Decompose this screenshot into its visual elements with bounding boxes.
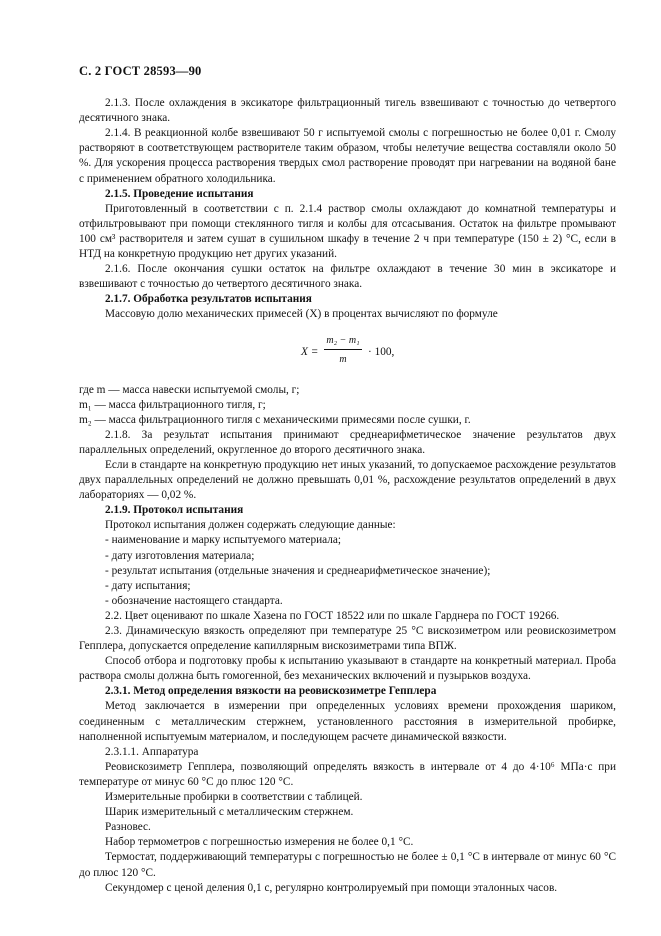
heading-2-3-1: 2.3.1. Метод определения вязкости на реовискозиметре Гепплера xyxy=(105,685,437,698)
clause-2-3-1-text: Метод заключается в измерении при определенных условиях времени прохождения шариком, соединенным с металлическим стержнем, установленного расстояния в измерительной пробирке, наполненной испытуемым материалом, и последующем расчете динамической вязкости. xyxy=(79,700,616,743)
definition-m2: m₂ — масса фильтрационного тигля с механическими примесями после сушки, г. xyxy=(79,413,471,426)
apparatus-item: Термостат, поддерживающий температуры с погрешностью не более ± 0,1 °С в интервале от минус 60 °С до плюс 120 °С. xyxy=(79,851,616,879)
apparatus-item: Разновес. xyxy=(105,821,151,834)
clause-2-1-5-text: Приготовленный в соответствии с п. 2.1.4 раствор смолы охлаждают до комнатной температуры и отфильтровывают при помощи стеклянного тигля и колбы для отсасывания. Остаток на фильтре промывают 100 см³ растворителя и затем сушат в сушильном шкафу в течение 2 ч при температуре (150 ± 2) °С, если в НТД на конкретную продукцию нет других указаний. xyxy=(79,202,616,261)
apparatus-item: Секундомер с ценой деления 0,1 с, регулярно контролируемый при помощи эталонных часов. xyxy=(105,881,558,894)
list-item: - дату испытания; xyxy=(105,579,191,592)
clause-2-2: 2.2. Цвет оценивают по шкале Хазена по ГОСТ 18522 или по шкале Гарднера по ГОСТ 19266. xyxy=(105,609,560,622)
apparatus-item: Измерительные пробирки в соответствии с таблицей. xyxy=(105,791,363,804)
definition-m: где m — масса навески испытуемой смолы, г; xyxy=(79,383,300,396)
formula-lhs: X = xyxy=(301,345,319,358)
apparatus-item: Набор термометров с погрешностью измерения не более 0,1 °С. xyxy=(105,836,414,849)
clause-2-3: 2.3. Динамическую вязкость определяют при температуре 25 °С вискозиметром или реовискозиметром Гепплера, допускается определение капиллярным вискозиметрами типа ВПЖ. xyxy=(79,625,616,653)
page-header: С. 2 ГОСТ 28593—90 xyxy=(79,64,202,78)
heading-2-1-5: 2.1.5. Проведение испытания xyxy=(105,187,254,200)
formula-denominator: m xyxy=(339,353,347,365)
list-item: - дату изготовления материала; xyxy=(105,549,255,562)
formula-rhs: · 100, xyxy=(368,345,395,358)
heading-2-1-7: 2.1.7. Обработка результатов испытания xyxy=(105,293,312,306)
clause-2-1-8: 2.1.8. За результат испытания принимают среднеарифметическое значение результатов двух параллельных определений, округленное до второго десятичного знака. xyxy=(79,428,616,456)
list-item: - обозначение настоящего стандарта. xyxy=(105,594,283,607)
clause-2-1-7-text: Массовую долю механических примесей (X) в процентах вычисляют по формуле xyxy=(105,308,498,321)
formula-fraction xyxy=(324,333,362,367)
heading-2-1-9: 2.1.9. Протокол испытания xyxy=(105,504,244,517)
apparatus-item: Реовискозиметр Гепплера, позволяющий определять вязкость в интервале от 4 до 4·10⁶ МПа·с при температуре от минус 60 °С до плюс 120 °С. xyxy=(79,760,616,788)
clause-2-1-8-b: Если в стандарте на конкретную продукцию нет иных указаний, то допускаемое расхождение результатов двух параллельных определений не должно превышать 0,01 %, расхождение результатов определений в двух лабораториях — 0,02 %. xyxy=(79,458,616,502)
definition-m1: m₁ — масса фильтрационного тигля, г; xyxy=(79,398,266,411)
clause-2-1-4: 2.1.4. В реакционной колбе взвешивают 50 г испытуемой смолы с погрешностью не более 0,01 г. Смолу растворяют в соответствующем растворителе таким образом, чтобы нелетучие вещества составляли около 50 %. Для ускорения процесса растворения твердых смол растворение проводят при нагревании на водяной бане с применением обратного холодильника. xyxy=(79,127,616,185)
formula xyxy=(79,331,616,377)
formula-numerator: m₂ − m₁ xyxy=(324,333,362,350)
clause-2-1-6: 2.1.6. После окончания сушки остаток на фильтре охлаждают в течение 30 мин в эксикаторе и взвешивают с точностью до четвертого десятичного знака. xyxy=(79,263,616,291)
clause-2-3-1-1: 2.3.1.1. Аппаратура xyxy=(105,745,199,758)
document-page xyxy=(79,64,616,896)
clause-2-3-b: Способ отбора и подготовку пробы к испытанию указывают в стандарте на конкретный материал. Проба раствора смолы должна быть гомогенной, без механических включений и пузырьков воздуха. xyxy=(79,655,616,683)
clause-2-1-9-text: Протокол испытания должен содержать следующие данные: xyxy=(105,519,396,532)
list-item: - наименование и марку испытуемого материала; xyxy=(105,534,342,547)
clause-2-1-3: 2.1.3. После охлаждения в эксикаторе фильтрационный тигель взвешивают с точностью до четвертого десятичного знака. xyxy=(79,97,616,125)
apparatus-item: Шарик измерительный с металлическим стержнем. xyxy=(105,806,354,819)
list-item: - результат испытания (отдельные значения и среднеарифметическое значение); xyxy=(105,564,491,577)
